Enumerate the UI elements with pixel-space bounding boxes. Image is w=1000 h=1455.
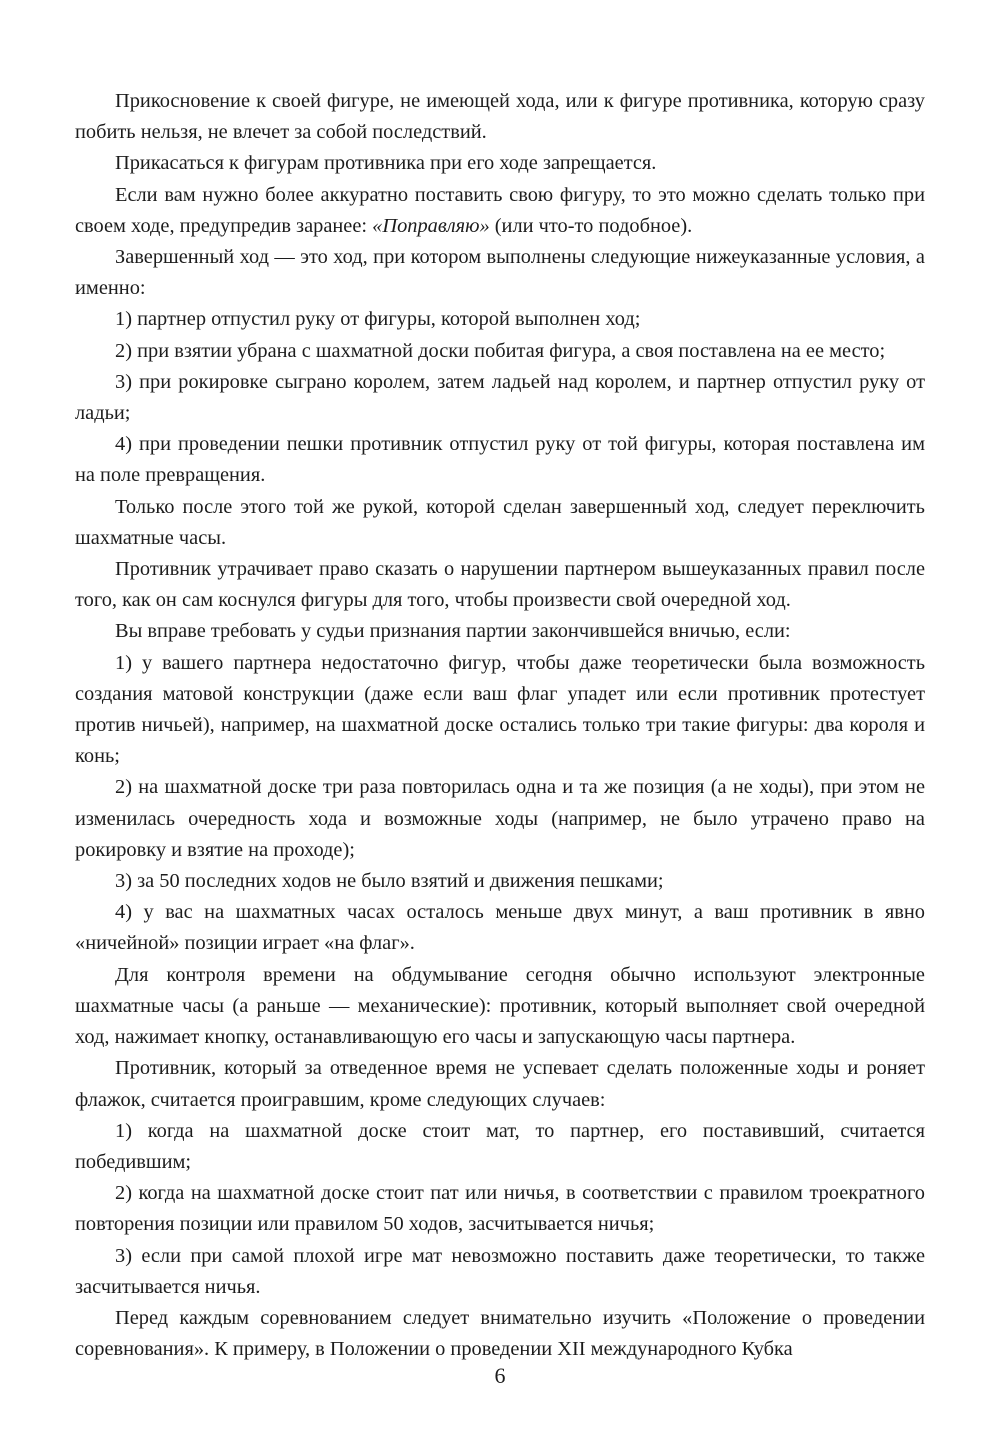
paragraph-regulations: Перед каждым соревнованием следует внимательно изучить «Положение о проведении соревнования». К примеру, в Положении о проведении XII международного Кубка xyxy=(75,1306,925,1361)
list-item: 1) у вашего партнера недостаточно фигур, чтобы даже теоретически была возможность создания матовой конструкции (даже если ваш флаг упадет или если противник протестует против ничьей), например, на шахматной доске остались только три такие фигуры: два короля и конь; xyxy=(75,651,925,768)
list-item: 2) когда на шахматной доске стоит пат или ничья, в соответствии с правилом троекратного повторения позиции или правилом 50 ходов, засчитывается ничья; xyxy=(75,1182,925,1236)
paragraph-adjust-text: Если вам нужно более аккуратно поставить свою фигуру, то это можно сделать только при своем ходе, предупредив заранее: xyxy=(75,183,925,237)
page-number: 6 xyxy=(494,1363,506,1388)
paragraph-adjust-piece xyxy=(75,180,925,242)
list-item: 3) при рокировке сыграно королем, затем ладьей над королем, и партнер отпустил руку от ладьи; xyxy=(75,370,925,425)
list-item: 2) при взятии убрана с шахматной доски побитая фигура, а своя поставлена на ее место; xyxy=(115,339,886,362)
paragraph-adjust-tail: (или что-то подобное). xyxy=(489,214,693,237)
list-item: 4) при проведении пешки противник отпустил руку от той фигуры, которая поставлена им на поле превращения. xyxy=(75,433,925,487)
paragraph-draw-claim: Вы вправе требовать у судьи признания партии закончившейся вничью, если: xyxy=(115,620,791,643)
paragraph-touch-rule: Прикосновение к своей фигуре, не имеющей хода, или к фигуре противника, которую сразу побить нельзя, не влечет за собой последствий. xyxy=(75,90,925,144)
list-item: 4) у вас на шахматных часах осталось меньше двух минут, а ваш противник в явно «ничейной» позиции играет «на флаг». xyxy=(75,901,925,955)
paragraph-lose-claim: Противник утрачивает право сказать о нарушении партнером вышеуказанных правил после того, как он сам коснулся фигуры для того, чтобы произвести свой очередной ход. xyxy=(75,558,925,612)
paragraph-flag-fall: Противник, который за отведенное время не успевает сделать положенные ходы и роняет флажок, считается проигравшим, кроме следующих случаев: xyxy=(75,1057,925,1111)
list-item: 3) за 50 последних ходов не было взятий и движения пешками; xyxy=(115,870,664,893)
list-item: 2) на шахматной доске три раза повторилась одна и та же позиция (а не ходы), при этом не изменилась очередность хода и возможные ходы (например, не было утрачено право на рокировку и взятие на проходе); xyxy=(75,776,925,861)
adjust-phrase: «Поправляю» xyxy=(372,214,490,237)
paragraph-touch-opponent: Прикасаться к фигурам противника при его ходе запрещается. xyxy=(115,152,657,175)
paragraph-completed-move: Завершенный ход — это ход, при котором выполнены следующие нижеуказанные условия, а именно: xyxy=(75,246,925,300)
page-body xyxy=(75,86,925,1365)
list-item: 1) партнер отпустил руку от фигуры, которой выполнен ход; xyxy=(115,308,641,331)
list-item: 3) если при самой плохой игре мат невозможно поставить даже теоретически, то также засчитывается ничья. xyxy=(75,1244,925,1298)
paragraph-switch-clock: Только после этого той же рукой, которой сделан завершенный ход, следует переключить шахматные часы. xyxy=(75,495,925,549)
paragraph-chess-clock: Для контроля времени на обдумывание сегодня обычно используют электронные шахматные часы (а раньше — механические): противник, который выполняет свой очередной ход, нажимает кнопку, останавливающую его часы и запускающую часы партнера. xyxy=(75,963,925,1049)
list-item: 1) когда на шахматной доске стоит мат, то партнер, его поставивший, считается победившим; xyxy=(75,1119,925,1173)
